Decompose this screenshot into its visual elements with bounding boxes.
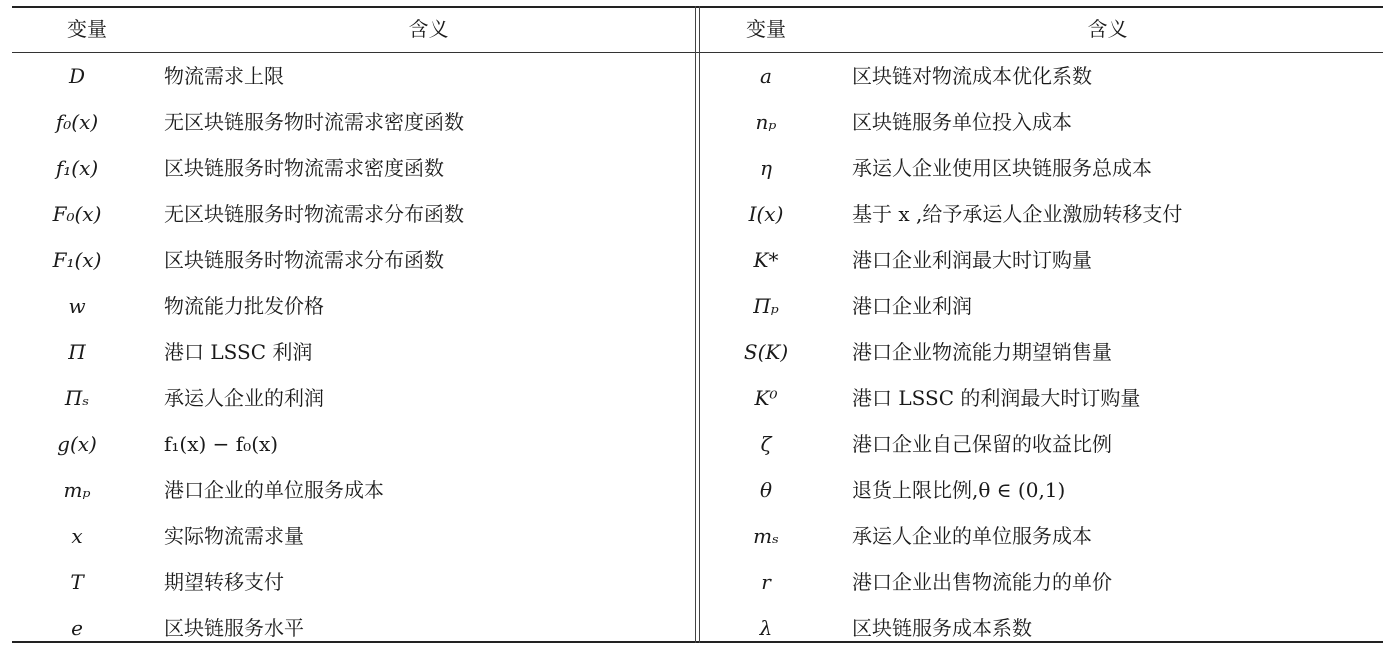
right-row-meaning: 退货上限比例,θ ∈ (0,1) <box>852 478 1066 502</box>
right-row-symbol: ζ <box>760 432 772 456</box>
right-row-symbol: nₚ <box>755 110 777 134</box>
left-row-meaning: 物流能力批发价格 <box>164 294 324 318</box>
left-row-symbol: x <box>71 524 83 548</box>
left-row-symbol: f₀(x) <box>55 110 99 134</box>
right-row-symbol: θ <box>759 478 773 502</box>
left-row-meaning: 区块链服务时物流需求分布函数 <box>164 248 444 272</box>
right-row-symbol: Πₚ <box>753 294 779 318</box>
left-row-symbol: D <box>68 64 86 88</box>
left-row-symbol: e <box>71 616 83 640</box>
right-row-symbol: I(x) <box>748 202 784 226</box>
right-row-symbol: K* <box>753 248 779 272</box>
column-divider <box>695 6 696 643</box>
right-row-symbol: S(K) <box>743 340 789 364</box>
left-row-meaning: 承运人企业的利润 <box>164 386 324 410</box>
right-row-meaning: 区块链对物流成本优化系数 <box>852 64 1092 88</box>
left-row-meaning: 区块链服务水平 <box>164 616 304 640</box>
right-row-meaning: 区块链服务单位投入成本 <box>852 110 1072 134</box>
right-row-symbol: K⁰ <box>754 386 778 410</box>
left-row-symbol: F₁(x) <box>52 248 102 272</box>
header-var-left: 变量 <box>67 17 107 41</box>
right-row-meaning: 港口企业物流能力期望销售量 <box>852 340 1112 364</box>
right-row-symbol: η <box>760 156 772 180</box>
header-meaning-left: 含义 <box>408 17 449 41</box>
left-row-meaning: 物流需求上限 <box>164 64 284 88</box>
left-row-meaning: 实际物流需求量 <box>164 524 304 548</box>
left-row-symbol: w <box>68 294 86 318</box>
header-var-right: 变量 <box>746 17 786 41</box>
left-row-symbol: f₁(x) <box>55 156 99 180</box>
left-row-symbol: g(x) <box>57 432 97 456</box>
header-meaning-right: 含义 <box>1087 17 1128 41</box>
right-row-meaning: 承运人企业使用区块链服务总成本 <box>852 156 1152 180</box>
variable-definition-table <box>12 6 1383 644</box>
right-row-symbol: a <box>760 64 772 88</box>
left-row-meaning: 区块链服务时物流需求密度函数 <box>164 156 444 180</box>
right-row-meaning: 港口企业利润最大时订购量 <box>852 248 1092 272</box>
right-row-meaning: 港口企业利润 <box>852 294 972 318</box>
left-row-symbol: T <box>70 570 84 594</box>
right-row-symbol: λ <box>759 616 773 640</box>
right-row-meaning: 港口企业出售物流能力的单价 <box>852 570 1112 594</box>
left-row-symbol: F₀(x) <box>52 202 102 226</box>
right-row-meaning: 承运人企业的单位服务成本 <box>852 524 1092 548</box>
left-row-meaning: 无区块链服务物时流需求密度函数 <box>164 110 464 134</box>
left-row-meaning: 无区块链服务时物流需求分布函数 <box>164 202 464 226</box>
right-row-meaning: 港口企业自己保留的收益比例 <box>852 432 1112 456</box>
right-row-symbol: r <box>761 570 771 594</box>
right-row-meaning: 港口 LSSC 的利润最大时订购量 <box>852 386 1141 410</box>
left-row-meaning: 港口企业的单位服务成本 <box>164 478 384 502</box>
left-row-meaning: 期望转移支付 <box>164 570 284 594</box>
left-row-meaning: 港口 LSSC 利润 <box>164 340 313 364</box>
right-row-meaning: 基于 x ,给予承运人企业激励转移支付 <box>852 202 1183 226</box>
left-row-symbol: mₚ <box>63 478 91 502</box>
left-row-symbol: Π <box>68 340 86 364</box>
right-row-meaning: 区块链服务成本系数 <box>852 616 1032 640</box>
left-row-symbol: Πₛ <box>64 386 90 410</box>
right-row-symbol: mₛ <box>753 524 779 548</box>
left-row-meaning: f₁(x) − f₀(x) <box>164 432 279 456</box>
